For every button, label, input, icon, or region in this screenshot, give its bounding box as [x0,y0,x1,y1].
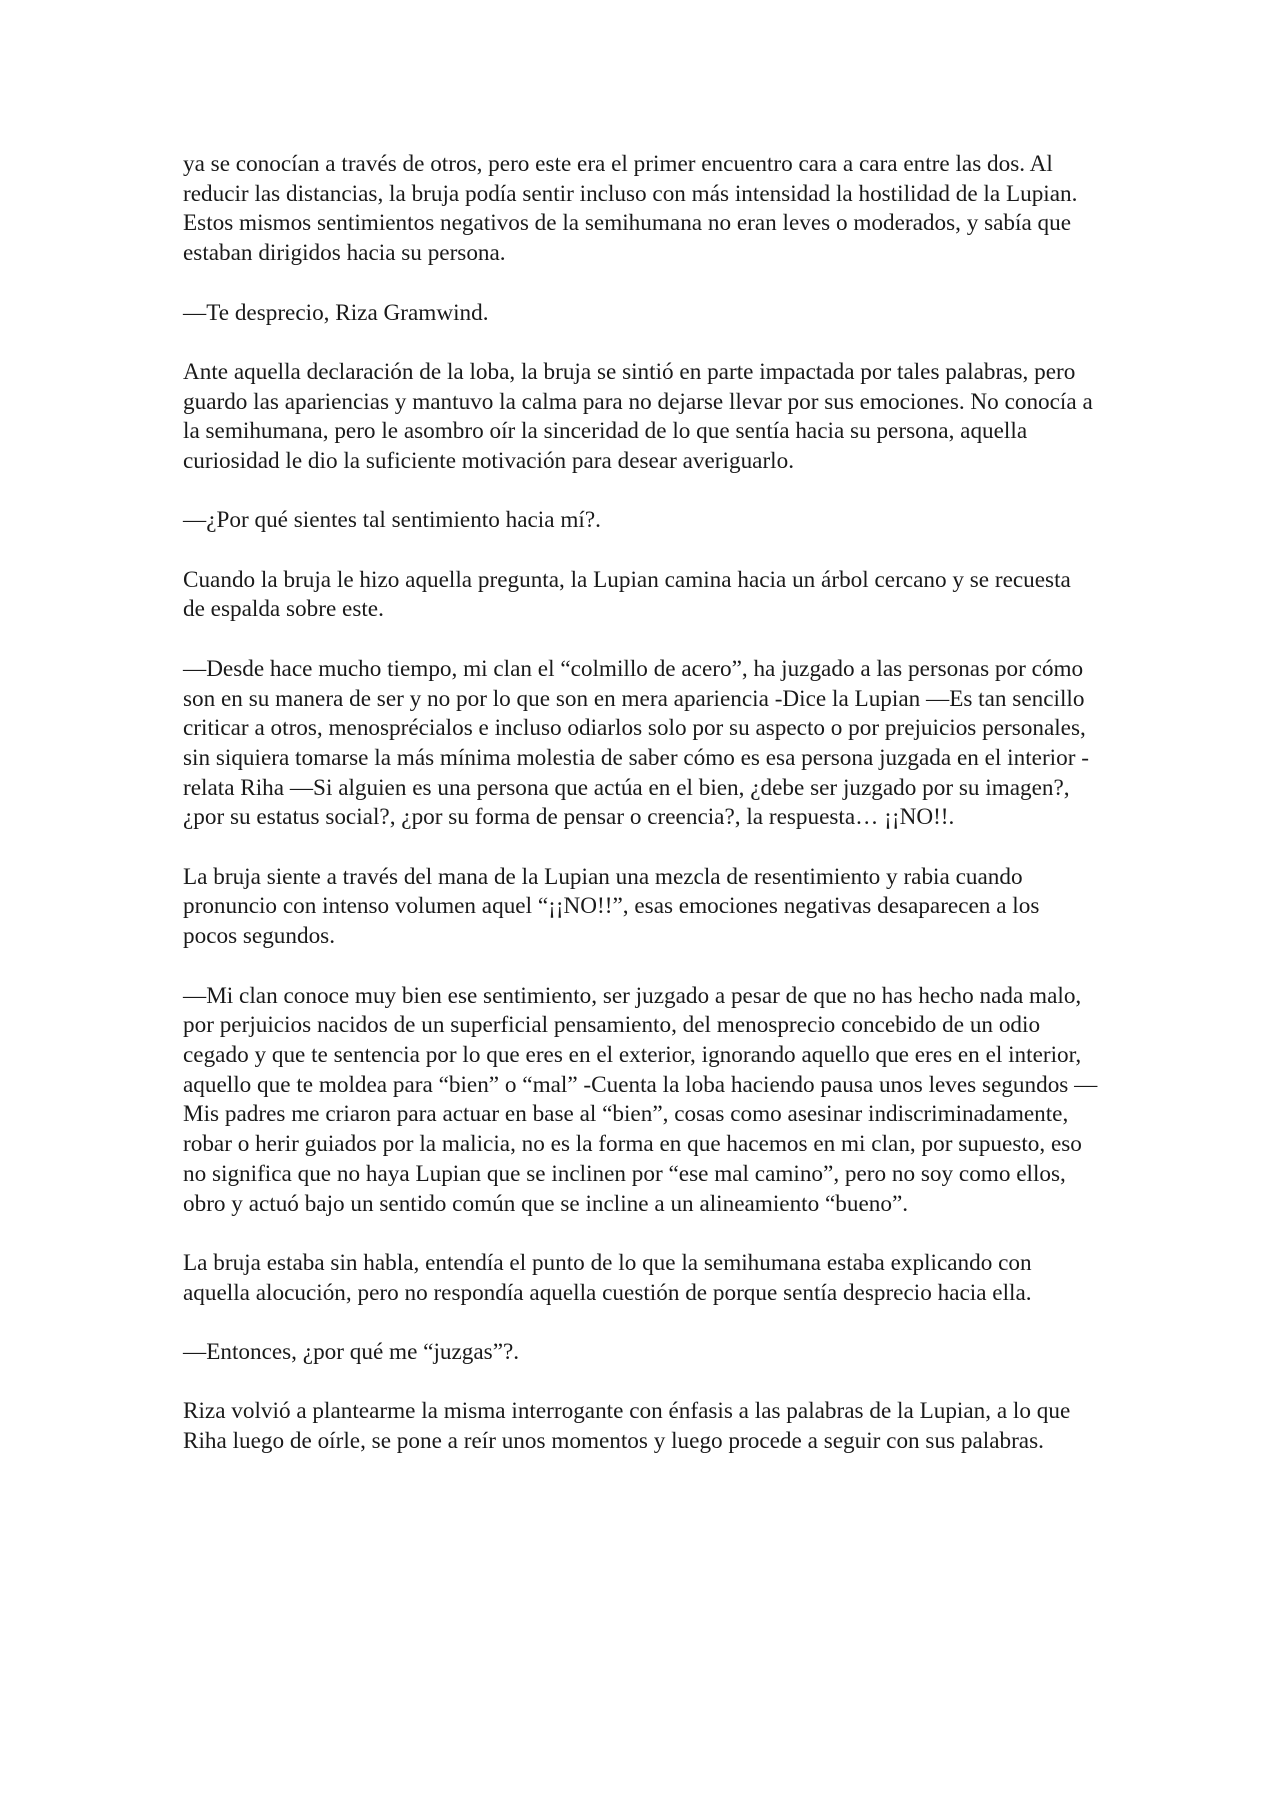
paragraph-5: La bruja estaba sin habla, entendía el punto de lo que la semihumana estaba explicando con aquella alocución, pero no respondía aquella cuestión de porque sentía desprecio hacia ella. [183,1249,1032,1306]
body-text [183,150,1098,1486]
dialogue-line-1: —Te desprecio, Riza Gramwind. [183,299,489,326]
paragraph-6: Riza volvió a plantearme la misma interrogante con énfasis a las palabras de la Lupian, a lo que Riha luego de oírle, se pone a reír unos momentos y luego procede a seguir con sus palabras. [183,1398,1071,1455]
paragraph-4: La bruja siente a través del mana de la Lupian una mezcla de resentimiento y rabia cuando pronuncio con intenso volumen aquel “¡¡NO!!”, esas emociones negativas desaparecen a los pocos segundos. [183,863,1040,950]
paragraph-3: Cuando la bruja le hizo aquella pregunta, la Lupian camina hacia un árbol cercano y se recuesta de espalda sobre este. [183,566,1071,623]
dialogue-line-2: —¿Por qué sientes tal sentimiento hacia mí?. [183,507,601,534]
dialogue-line-3: —Entonces, ¿por qué me “juzgas”?. [183,1338,520,1365]
paragraph-1: ya se conocían a través de otros, pero este era el primer encuentro cara a cara entre las dos. Al reducir las distancias, la bruja podía sentir incluso con más intensidad la hostilidad de la Lupian. Estos mismos sentimientos negativos de la semihumana no eran leves o moderados, y sabía que estaban dirigidos hacia su persona. [183,151,1078,267]
paragraph-2: Ante aquella declaración de la loba, la bruja se sintió en parte impactada por tales palabras, pero guardo las apariencias y mantuvo la calma para no dejarse llevar por sus emociones. No conocía a la semihumana, pero le asombro oír la sinceridad de lo que sentía hacia su persona, aquella curiosidad le dio la suficiente motivación para desear averiguarlo. [183,358,1093,474]
dialogue-paragraph-2: —Mi clan conoce muy bien ese sentimiento, ser juzgado a pesar de que no has hecho nada malo, por perjuicios nacidos de un superficial pensamiento, del menosprecio concebido de un odio cegado y que te sentencia por lo que eres en el exterior, ignorando aquello que eres en el interior, aquello que te moldea para “bien” o “mal” -Cuenta la loba haciendo pausa unos leves segundos —Mis padres me criaron para actuar en base al “bien”, cosas como asesinar indiscriminadamente, robar o herir guiados por la malicia, no es la forma en que hacemos en mi clan, por supuesto, eso no significa que no haya Lupian que se inclinen por “ese mal camino”, pero no soy como ellos, obro y actuó bajo un sentido común que se incline a un alineamiento “bueno”. [183,982,1098,1217]
dialogue-paragraph-1: —Desde hace mucho tiempo, mi clan el “colmillo de acero”, ha juzgado a las personas por cómo son en su manera de ser y no por lo que son en mera apariencia -Dice la Lupian —Es tan sencillo criticar a otros, menosprécialos e incluso odiarlos solo por su aspecto o por prejuicios personales, sin siquiera tomarse la más mínima molestia de saber cómo es esa persona juzgada en el interior -relata Riha —Si alguien es una persona que actúa en el bien, ¿debe ser juzgado por su imagen?, ¿por su estatus social?, ¿por su forma de pensar o creencia?, la respuesta… ¡¡NO!!. [183,655,1089,831]
